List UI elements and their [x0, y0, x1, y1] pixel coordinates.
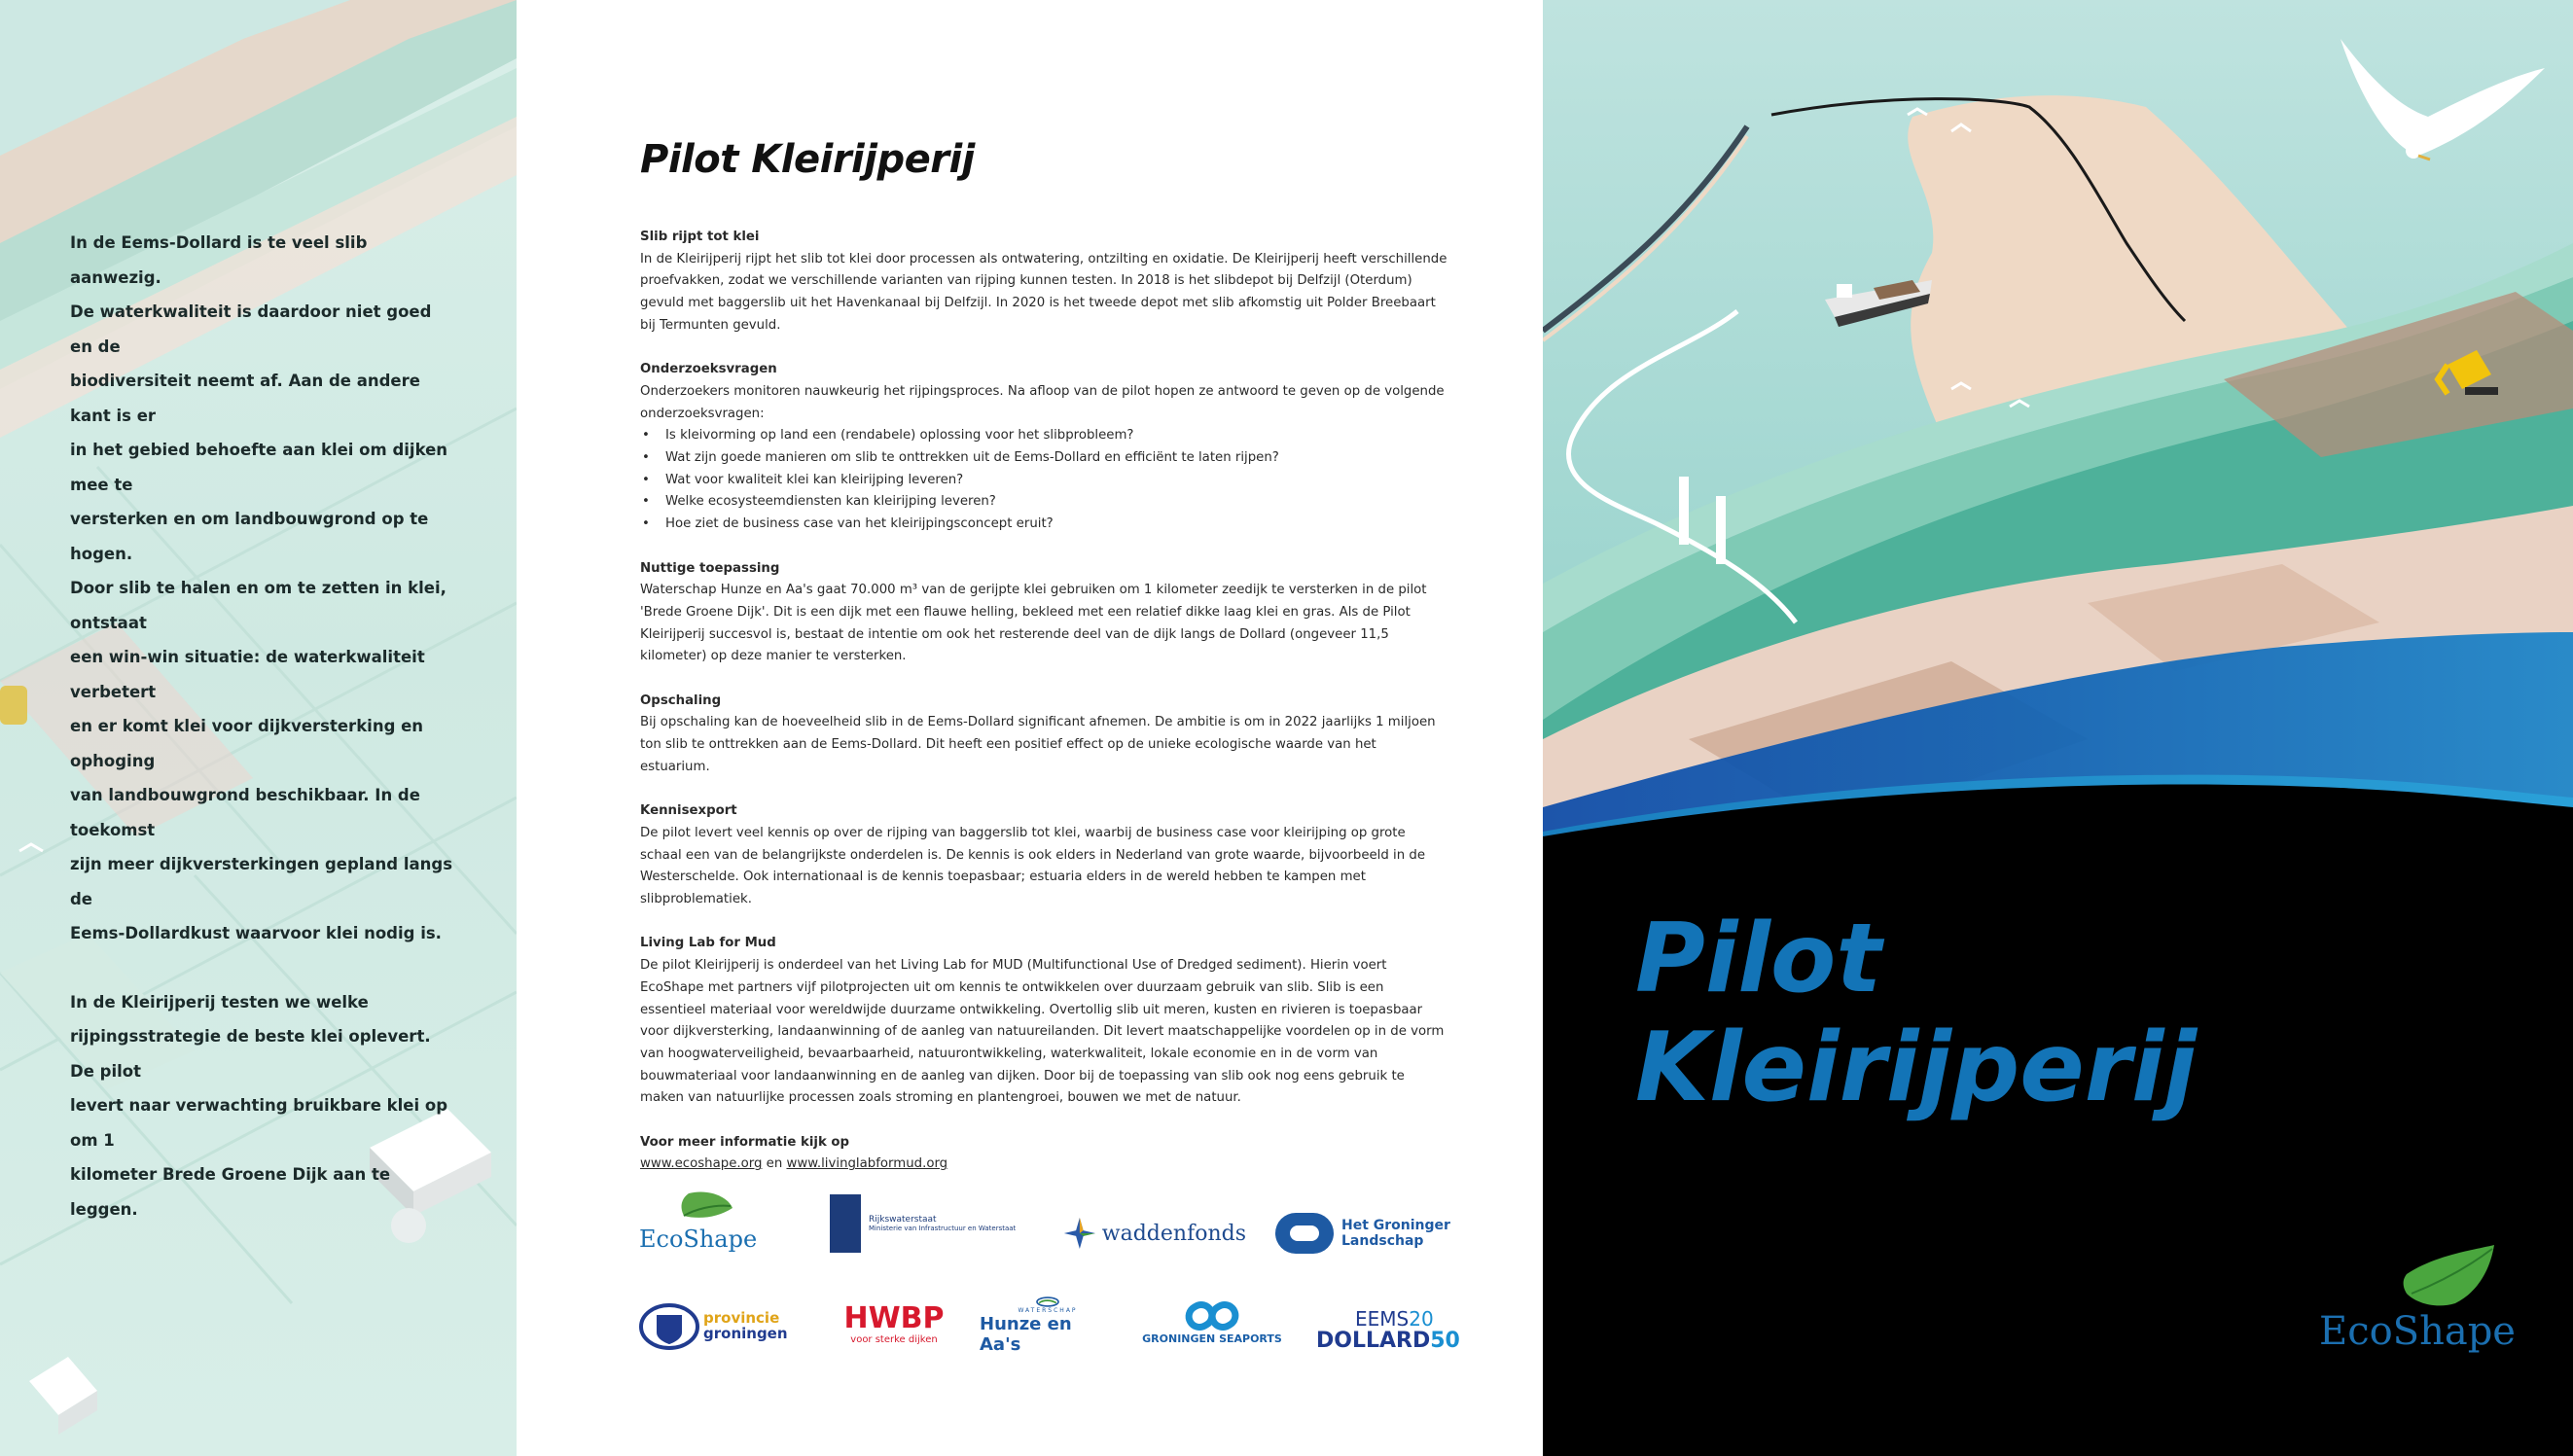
ecoshape-logo-text: EcoShape [639, 1225, 758, 1253]
hunze-wave-icon [1026, 1296, 1069, 1307]
section-slib [640, 227, 1447, 337]
cover-landscape-illustration [1543, 0, 2573, 1456]
ecoshape-logo [635, 1189, 758, 1257]
pylon-icon [1679, 477, 1689, 545]
eems-dollard-logo [1316, 1308, 1462, 1355]
seaports-text: GRONINGEN SEAPORTS [1142, 1332, 1282, 1345]
section-text: Bij opschaling kan de hoeveelheid slib in de Eems-Dollard significant afnemen. De ambitie is om in 2022 jaarlijks 1 miljoen ton slib te onttrekken aan de Eems-Dollard. Dit heeft een positief effect op de unieke ecologische waarde van het estuarium. [640, 715, 1436, 774]
pylon-icon [1716, 496, 1726, 564]
article-body [640, 227, 1447, 1198]
groningen-seaports-logo [1139, 1299, 1285, 1354]
hunze-top-text: WATERSCHAP [1018, 1307, 1078, 1314]
eems-text: EEMS [1355, 1307, 1410, 1331]
cover-panel [1543, 0, 2573, 1456]
rijksoverheid-line: Rijkswaterstaat [869, 1215, 937, 1225]
section-text: Onderzoekers monitoren nauwkeurig het rijpingsproces. Na afloop van de pilot hopen ze antwoord te geven op de volgende onderzoeksvragen: [640, 383, 1445, 421]
section-text: Waterschap Hunze en Aa's gaat 70.000 m³ van de gerijpte klei gebruiken om 1 kilometer zeedijk te versterken in de pilot 'Brede Groene Dijk'. Dit is een dijk met een flauwe helling, bekleed met een relatief dikke laag klei en gras. Als de Pilot Kleirijperij succesvol is, bestaat de intentie om ook het resterende deel van de dijk langs de Dollard (ongeveer 11,5 kilometer) op deze manier te versterken. [640, 583, 1427, 664]
hwbp-logo [836, 1303, 952, 1354]
intro-paragraph: In de Kleirijperij testen we welke rijpingsstrategie de beste klei oplevert. De pilot levert naar verwachting bruikbare klei op om 1 kilometer Brede Groene Dijk aan te leggen. [70, 992, 447, 1219]
intro-paragraph: In de Eems-Dollard is te veel slib aanwezig. De waterkwaliteit is daardoor niet goed en de biodiversiteit neemt af. Aan de andere kant is er in het gebied behoefte aan klei om dijken mee te versterken en om landbouwgrond op te hogen. Door slib te halen en om te zetten in klei, ontstaat een win-win situatie: de waterkwaliteit verbetert en er komt klei voor dijkversterking en ophoging van landbouwgrond beschikbaar. In de toekomst zijn meer dijkversterkingen gepland langs de Eems-Dollardkust waarvoor klei nodig is. [70, 233, 453, 942]
section-nuttige-toepassing [640, 558, 1447, 669]
provincie-line: provincie [703, 1309, 780, 1327]
livinglab-link[interactable]: www.livinglabformud.org [786, 1156, 948, 1172]
groninger-landschap-logo [1275, 1211, 1470, 1256]
list-item: • Hoe ziet de business case van het kleirijpingsconcept eruit? [640, 514, 1447, 536]
rijksoverheid-emblem-icon [830, 1194, 861, 1253]
section-heading: Living Lab for Mud [640, 936, 776, 951]
waddenfonds-logo [1061, 1211, 1246, 1256]
section-heading: Nuttige toepassing [640, 560, 780, 576]
cover-ecoshape-logo [2319, 1245, 2514, 1362]
ecoshape-link[interactable]: www.ecoshape.org [640, 1156, 763, 1172]
hunze-text: Hunze en Aa's [980, 1314, 1072, 1355]
rijksoverheid-line: Ministerie van Infrastructuur en Waterstaat [869, 1225, 1017, 1232]
section-heading: Onderzoeksvragen [640, 362, 777, 377]
seaports-chain-icon [1183, 1299, 1241, 1332]
cover-title [1635, 905, 2197, 1122]
waddenfonds-star-icon [1061, 1214, 1098, 1253]
provincie-groningen-logo [639, 1301, 795, 1350]
list-item: • Wat zijn goede manieren om slib te onttrekken uit de Eems-Dollard en efficiënt te laten rijpen? [640, 447, 1447, 470]
groninger-landschap-line: Landschap [1341, 1233, 1424, 1249]
section-heading: Opschaling [640, 692, 722, 708]
more-info-links [640, 1154, 1447, 1176]
link-connector: en [762, 1156, 787, 1172]
list-item: • Is kleivorming op land een (rendabele) oplossing voor het slibprobleem? [640, 425, 1447, 447]
list-item: • Wat voor kwaliteit klei kan kleirijping leveren? [640, 470, 1447, 492]
groninger-landschap-emblem-icon [1275, 1213, 1334, 1254]
section-kennisexport [640, 800, 1447, 911]
page-title: Pilot Kleirijperij [640, 137, 975, 182]
more-info [640, 1132, 1447, 1176]
section-opschaling [640, 691, 1447, 779]
section-text: In de Kleirijperij rijpt het slib tot klei door processen als ontwatering, ontzilting en oxidatie. De Kleirijperij heeft verschillende proefvakken, zodat we verschillende varianten van rijping kunnen testen. In 2018 is het slibdepot bij Delfzijl (Oterdum) gevuld met baggerslib uit het Havenkanaal bij Delfzijl. In 2020 is het tweede depot met slib afkomstig uit Polder Breebaart bij Termunten gevuld. [640, 251, 1447, 333]
hwbp-text: HWBP [843, 1301, 945, 1335]
provincie-crest-icon [639, 1301, 699, 1350]
machine-icon [0, 686, 27, 725]
middle-panel [517, 0, 1543, 1456]
bird-icon [19, 844, 43, 851]
dollard-number: 50 [1430, 1329, 1460, 1353]
waddenfonds-text: waddenfonds [1101, 1221, 1246, 1246]
question-list [640, 425, 1447, 536]
cover-title-line: Kleirijperij [1635, 1012, 2198, 1123]
section-text: De pilot Kleirijperij is onderdeel van het Living Lab for MUD (Multifunctional Use of Dredged sediment). Hierin voert EcoShape met partners vijf pilotprojecten uit om kennis te ontwikkelen over duurzaam gebruik van slib. Slib is een essentieel materiaal voor wereldwijde duurzame ontwikkeling. Overtollig slib uit meren, kusten en rivieren is toepasbaar voor dijkversterking, landaanwinning of de aanleg van natuureilanden. Dit levert maatschappelijke voordelen op in de vorm van hoogwaterveiligheid, bevaarbaarheid, natuurontwikkeling, waterkwaliteit, lokale economie en in de vorm van bouwmateriaal voor landaanwinning en de aanleg van dijken. Door bij de toepassing van slib ook nog eens gebruik te maken van natuurlijke processen zoals stroming en plantengroei, bouwen we met de natuur. [640, 958, 1445, 1106]
section-onderzoeksvragen [640, 359, 1447, 536]
section-text: De pilot levert veel kennis op over de rijping van baggerslib tot klei, waarbij de business case voor kleirijping op grote schaal een van de belangrijkste onderdelen is. De kennis is ook elders in Nederland van grote waarde, bijvoorbeeld in de Westerschelde. Ook internationaal is de kennis toepasbaar; estuaria elders in de wereld hebben te kampen met slibproblematiek. [640, 825, 1426, 907]
cover-logo-text: EcoShape [2319, 1309, 2516, 1354]
left-panel [0, 0, 517, 1456]
list-item: • Welke ecosysteemdiensten kan kleirijping leveren? [640, 491, 1447, 514]
more-info-heading: Voor meer informatie kijk op [640, 1134, 850, 1150]
provincie-line: groningen [703, 1325, 788, 1342]
hwbp-subtext: voor sterke dijken [850, 1334, 938, 1345]
section-heading: Kennisexport [640, 803, 737, 819]
intro-block [70, 226, 459, 1226]
groninger-landschap-line: Het Groninger [1341, 1218, 1450, 1233]
cover-title-line: Pilot [1635, 904, 1882, 1014]
rijksoverheid-logo [830, 1194, 1024, 1253]
section-heading: Slib rijpt tot klei [640, 230, 760, 244]
section-living-lab [640, 933, 1447, 1110]
eems-number: 20 [1409, 1307, 1434, 1331]
dollard-text: DOLLARD [1316, 1329, 1431, 1353]
hunze-aas-logo [980, 1296, 1116, 1355]
